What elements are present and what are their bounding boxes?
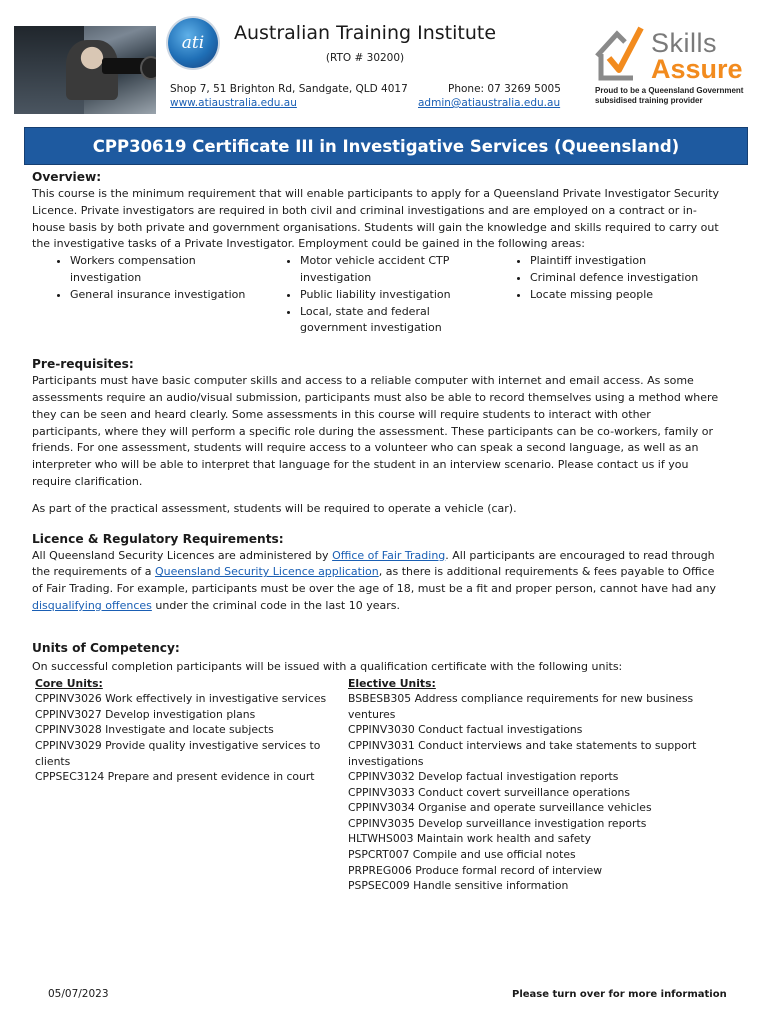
security-licence-application-link[interactable]: Queensland Security Licence application <box>155 565 379 579</box>
list-item: CPPINV3033 Conduct covert surveillance operations <box>348 785 630 799</box>
institute-phone: Phone: 07 3269 5005 <box>448 83 561 95</box>
licence-text <box>32 548 722 615</box>
list-item: • Plaintiff investigation <box>530 253 722 270</box>
course-title-banner: CPP30619 Certificate III in Investigative Services (Queensland) <box>24 127 748 165</box>
house-check-icon <box>595 24 645 82</box>
ati-logo-text: ati <box>181 33 205 53</box>
camera-lens-icon <box>140 56 156 80</box>
list-item: CPPINV3035 Develop surveillance investigation reports <box>348 816 647 830</box>
email-link[interactable]: admin@atiaustralia.edu.au <box>418 97 561 109</box>
licence-heading: Licence & Regulatory Requirements: <box>32 531 284 546</box>
areas-column-1 <box>32 253 262 337</box>
office-of-fair-trading-link[interactable]: Office of Fair Trading <box>332 548 446 562</box>
licence-text-part: under the criminal code in the last 10 years. <box>151 598 400 612</box>
licence-text-part: All Queensland Security Licences are administered by <box>32 548 333 562</box>
list-item: PRPREG006 Produce formal record of interview <box>348 863 603 877</box>
licence-text-part: . All participants are encouraged to read through the requirements of a <box>32 548 715 579</box>
core-units-column <box>32 676 348 894</box>
rto-number: (RTO # 30200) <box>325 52 405 64</box>
footer-date: 05/07/2023 <box>48 988 109 1000</box>
units-heading: Units of Competency: <box>32 640 180 655</box>
list-item: • Criminal defence investigation <box>530 270 722 287</box>
list-item: • Local, state and federal government investigation <box>300 304 492 338</box>
assure-wordmark: Assure <box>651 54 743 84</box>
list-item: CPPINV3030 Conduct factual investigations <box>348 723 583 737</box>
investigator-photo <box>14 26 156 114</box>
list-item: CPPINV3034 Organise and operate surveillance vehicles <box>348 801 652 815</box>
prerequisites-heading: Pre-requisites: <box>32 357 134 372</box>
list-item: • Motor vehicle accident CTP investigation <box>300 253 492 287</box>
skills-assure-tagline: Proud to be a Queensland Government subsidised training provider <box>595 86 744 105</box>
list-item: CPPINV3028 Investigate and locate subjects <box>35 723 274 737</box>
elective-units-heading: Elective Units: <box>348 676 436 690</box>
elective-units-column <box>348 676 718 894</box>
overview-text: This course is the minimum requirement that will enable participants to apply for a Queensland Private Investigator Security Licence. Private investigators are required in both civil and criminal investigations and are employed on a contract or in-house basis by both private and government organisations. Students will gain the knowledge and skills required to carry out the investigative tasks of a Private Investigator. Employment could be gained in the following areas: <box>32 187 720 251</box>
list-item: PSPCRT007 Compile and use official notes <box>348 848 576 862</box>
list-item: BSBESB305 Address compliance requirements for new business ventures <box>348 692 694 721</box>
disqualifying-offences-link[interactable]: disqualifying offences <box>32 598 152 612</box>
footer-turn-over-note: Please turn over for more information <box>512 989 727 1000</box>
institute-address: Shop 7, 51 Brighton Rd, Sandgate, QLD 4017 <box>170 83 408 95</box>
list-item: • Locate missing people <box>530 287 722 304</box>
list-item: CPPINV3029 Provide quality investigative services to clients <box>35 738 321 768</box>
website-link[interactable]: www.atiaustralia.edu.au <box>170 97 297 109</box>
list-item: PSPSEC009 Handle sensitive information <box>348 879 569 893</box>
overview-heading: Overview: <box>32 170 102 184</box>
units-table <box>32 676 722 894</box>
overview-section <box>32 169 722 337</box>
skills-assure-logo <box>593 22 753 112</box>
list-item: CPPINV3032 Develop factual investigation reports <box>348 770 619 784</box>
list-item: • Workers compensation investigation <box>70 253 262 287</box>
list-item: HLTWHS003 Maintain work health and safety <box>348 832 592 846</box>
list-item: CPPSEC3124 Prepare and present evidence in court <box>35 770 315 784</box>
employment-areas <box>32 253 722 337</box>
core-units-heading: Core Units: <box>35 676 103 690</box>
prerequisites-text: Participants must have basic computer skills and access to a reliable computer with internet and email access. As some assessments require an audio/visual submission, participants must also be able to record themselves using a method where they can be seen and heard clearly. Some assessments in this course will require students to interact with other participants, where they will perform a specific role during the assessment. These participants can be co-workers, family or friends. For one assessment, students will require access to a volunteer who can speak a second language, as well as an interpreter who will be able to interpret that language for the student in an interview scenario. Please contact us if you require clarification. <box>32 374 719 488</box>
areas-column-2 <box>262 253 492 337</box>
prerequisites-section <box>32 356 722 517</box>
main-content <box>32 169 722 894</box>
list-item: • Public liability investigation <box>300 287 492 304</box>
list-item: CPPINV3026 Work effectively in investigative services <box>35 692 327 706</box>
institute-name: Australian Training Institute <box>233 22 497 44</box>
skills-wordmark: Skills <box>651 28 718 58</box>
vehicle-requirement-text: As part of the practical assessment, students will be required to operate a vehicle (car). <box>32 501 517 515</box>
licence-text-part: , as there is additional requirements & fees payable to Office of Fair Trading. For example, participants must be over the age of 18, must be a fit and proper person, cannot have had any <box>32 565 716 596</box>
licence-section <box>32 531 722 615</box>
areas-column-3 <box>492 253 722 337</box>
list-item: • General insurance investigation <box>70 287 262 304</box>
units-intro: On successful completion participants will be issued with a qualification certificate with the following units: <box>32 659 623 673</box>
list-item: CPPINV3031 Conduct interviews and take statements to support investigations <box>348 738 697 768</box>
units-section <box>32 640 722 894</box>
list-item: CPPINV3027 Develop investigation plans <box>35 707 256 721</box>
